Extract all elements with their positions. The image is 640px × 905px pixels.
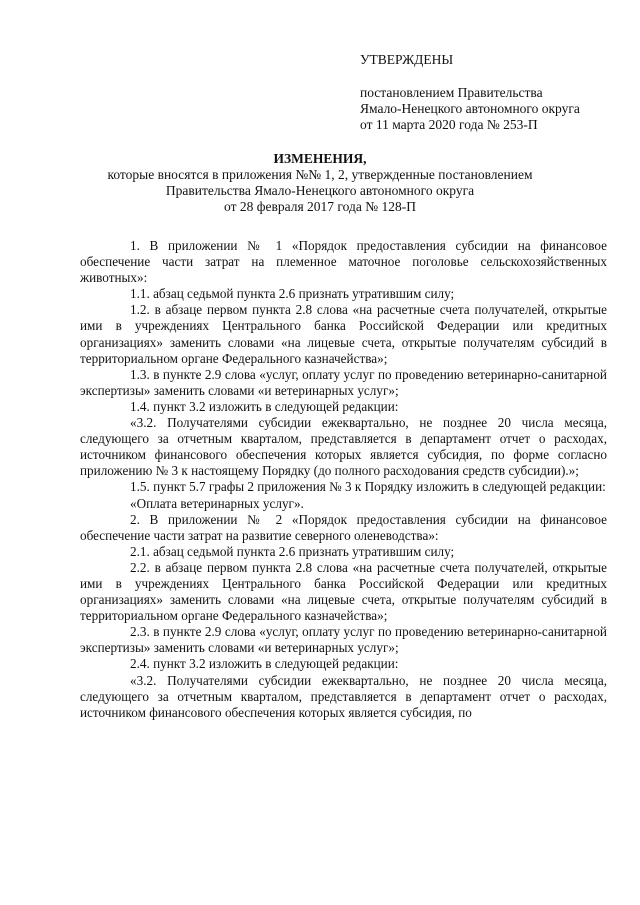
approval-line: постановлением Правительства (360, 85, 543, 100)
approval-line: Ямало-Ненецкого автономного округа (360, 101, 580, 116)
paragraph: 2.4. пункт 3.2 изложить в следующей редакции: (130, 656, 399, 672)
document-heading (70, 151, 570, 215)
paragraph: «3.2. Получателями субсидии ежеквартально, не позднее 20 числа месяца, следующего за отчетным кварталом, представляется в департамент отчет о расходах, источником финансового обеспечения которых является субсидия, по (80, 672, 607, 720)
heading-line: которые вносятся в приложения №№ 1, 2, утвержденные постановлением (107, 167, 533, 182)
approval-title: УТВЕРЖДЕНЫ (360, 52, 454, 67)
paragraph: 1.3. в пункте 2.9 слова «услуг, оплату услуг по проведению ветеринарно-санитарной экспертизы» заменить словами «и ветеринарных услуг»; (80, 366, 607, 398)
heading-line: Правительства Ямало-Ненецкого автономного округа (165, 183, 475, 198)
paragraph: 2.3. в пункте 2.9 слова «услуг, оплату услуг по проведению ветеринарно-санитарной экспертизы» заменить словами «и ветеринарных услуг»; (80, 624, 607, 656)
document-title: ИЗМЕНЕНИЯ, (273, 151, 367, 166)
paragraph: 2.1. абзац седьмой пункта 2.6 признать утратившим силу; (130, 543, 455, 559)
paragraph: 2. В приложении № 2 «Порядок предоставления субсидии на финансовое обеспечение части затрат на развитие северного оленеводства»: (80, 511, 607, 543)
paragraph: 1.5. пункт 5.7 графы 2 приложения № 3 к Порядку изложить в следующей редакции: (130, 479, 606, 495)
paragraph: 1.1. абзац седьмой пункта 2.6 признать утратившим силу; (130, 286, 455, 302)
approval-block (360, 52, 620, 133)
heading-line: от 28 февраля 2017 года № 128-П (224, 199, 416, 214)
approval-line: от 11 марта 2020 года № 253-П (360, 117, 538, 132)
paragraph: «Оплата ветеринарных услуг». (130, 495, 304, 511)
paragraph: 1.2. в абзаце первом пункта 2.8 слова «на расчетные счета получателей, открытые ими в учреждениях Центрального банка Российской Федерации или кредитных организациях» заменить словами «на лицевые счета, открытые получателям субсидий в территориальном органе Федерального казначейства»; (80, 302, 607, 366)
paragraph: 1. В приложении № 1 «Порядок предоставления субсидии на финансовое обеспечение части затрат на племенное маточное поголовье сельскохозяйственных животных»: (80, 238, 607, 286)
document-body (80, 238, 607, 721)
paragraph: 1.4. пункт 3.2 изложить в следующей редакции: (130, 398, 399, 414)
paragraph: «3.2. Получателями субсидии ежеквартально, не позднее 20 числа месяца, следующего за отчетным кварталом, представляется в департамент отчет о расходах, источником финансового обеспечения которых является субсидия, по форме согласно приложению № 3 к настоящему Порядку (до полного расходования средств субсидии).»; (80, 415, 607, 479)
paragraph: 2.2. в абзаце первом пункта 2.8 слова «на расчетные счета получателей, открытые ими в учреждениях Центрального банка Российской Федерации или кредитных организациях» заменить словами «на лицевые счета, открытые получателям субсидий в территориальном органе Федерального казначейства»; (80, 559, 607, 624)
